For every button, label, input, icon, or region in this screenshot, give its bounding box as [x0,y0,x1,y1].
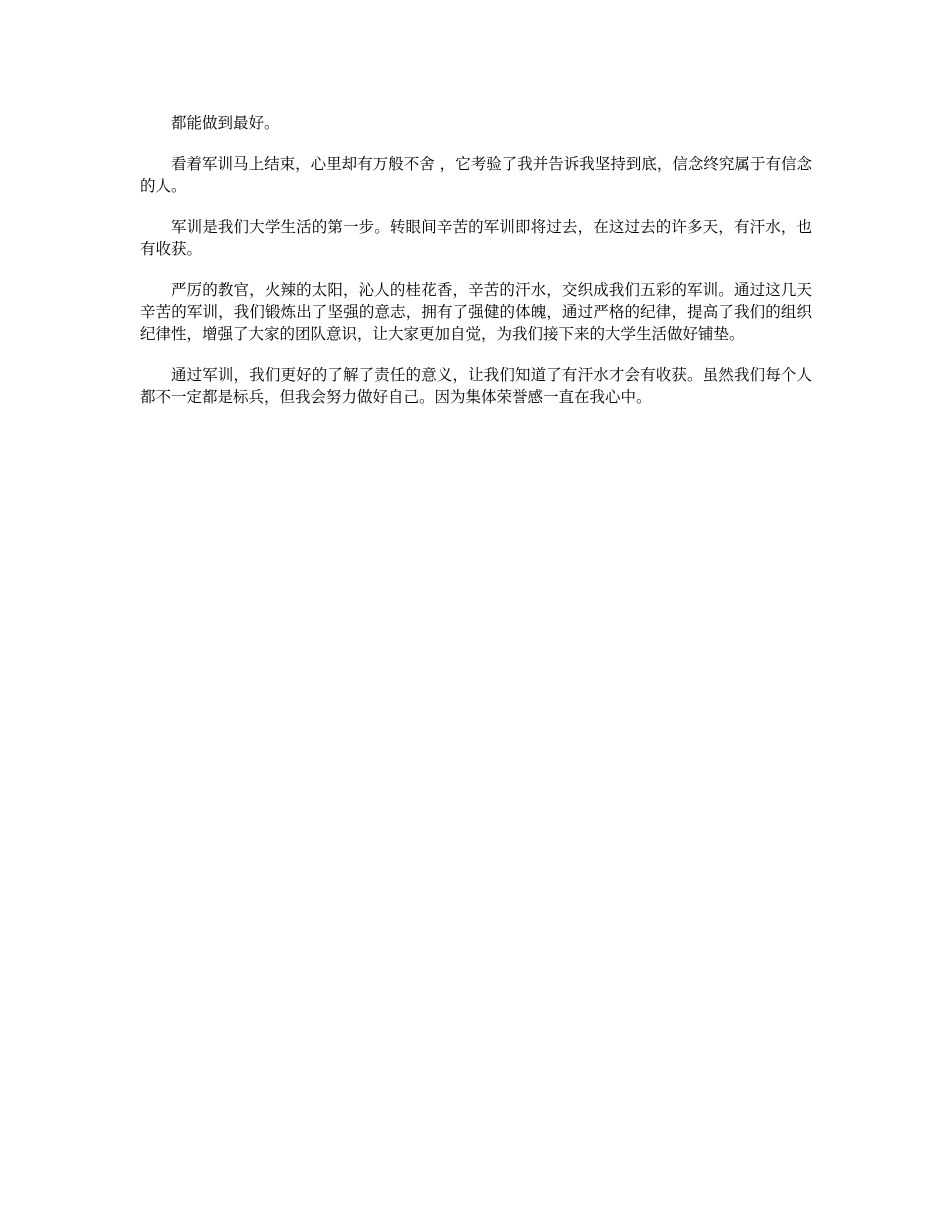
paragraph: 都能做到最好。 [171,114,280,132]
paragraph: 严厉的教官，火辣的太阳，沁人的桂花香，辛苦的汗水，交织成我们五彩的军训。通过这几天辛苦的军训，我们锻炼出了坚强的意志，拥有了强健的体魄，通过严格的纪律，提高了我们的组织纪律性，增强了大家的团队意识，让大家更加自觉，为我们接下来的大学生活做好铺垫。 [140,281,812,343]
paragraph: 看着军训马上结束，心里却有万般不舍 ，它考验了我并告诉我坚持到底，信念终究属于有信念的人。 [140,155,812,195]
paragraph: 军训是我们大学生活的第一步。转眼间辛苦的军训即将过去，在这过去的许多天，有汗水，也有收获。 [140,218,812,258]
paragraph: 通过军训，我们更好的了解了责任的意义，让我们知道了有汗水才会有收获。虽然我们每个人都不一定都是标兵，但我会努力做好自己。因为集体荣誉感一直在我心中。 [140,366,812,406]
document-body [140,112,812,427]
